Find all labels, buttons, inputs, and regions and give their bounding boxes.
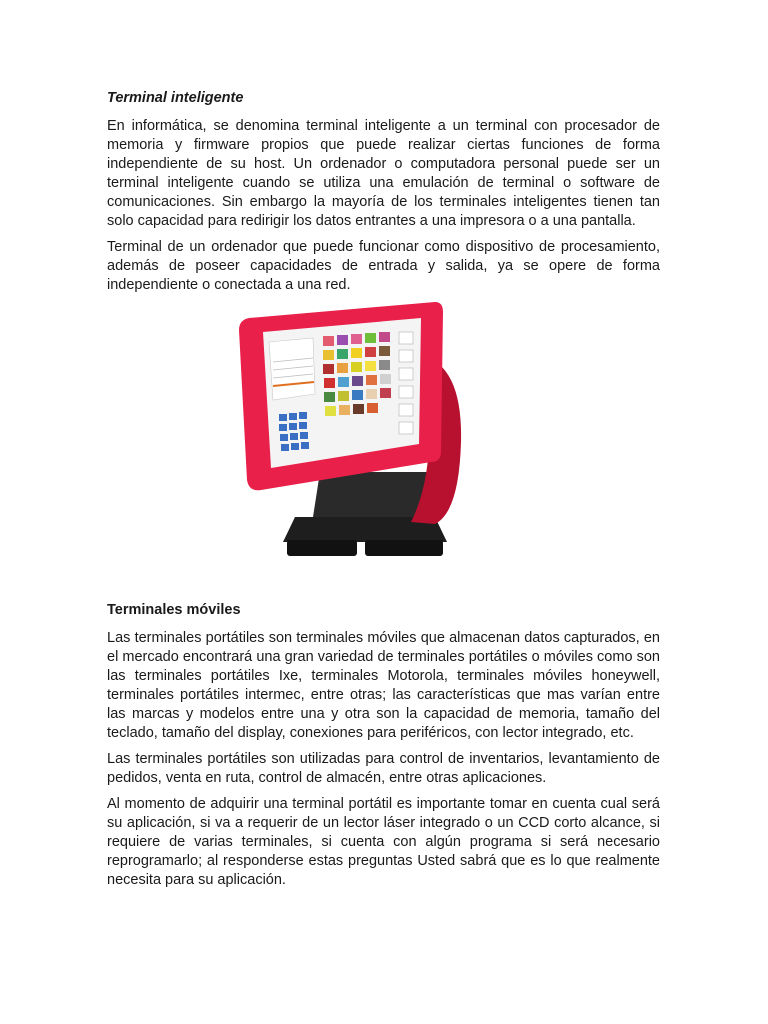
paragraph: Las terminales portátiles son terminales móviles que almacenan datos capturados, en el mercado encontrará una gran variedad de terminales portátiles o móviles como son las terminales portátiles Ixe, terminales Motorola, terminales móviles honeywell, terminales portátiles intermec, entre otras; las características que mas varían entre las marcas y modelos entre una y otra son la capacidad de memoria, tamaño del teclado, tamaño del display, conexiones para periféricos, con lector integrado, etc. <box>107 630 660 741</box>
section-title-terminales-moviles: Terminales móviles <box>107 602 241 618</box>
pos-terminal-illustration-icon <box>235 302 475 562</box>
section-title-terminal-inteligente: Terminal inteligente <box>107 90 244 106</box>
pos-terminal-figure <box>107 302 660 570</box>
spacer <box>107 570 660 600</box>
document-page <box>107 88 660 897</box>
paragraph: Terminal de un ordenador que puede funcionar como dispositivo de procesamiento, además de poseer capacidades de entrada y salida, ya se opere de forma independiente o conectada a una red. <box>107 239 660 293</box>
paragraph: Al momento de adquirir una terminal portátil es importante tomar en cuenta cual será su aplicación, si va a requerir de un lector láser integrado o un CCD corto alcance, si requiere de varias terminales, si cuenta con algún programa si será necesario reprogramarlo; al responderse estas preguntas Usted sabrá que es lo que realmente necesita para su aplicación. <box>107 796 660 888</box>
paragraph: Las terminales portátiles son utilizadas para control de inventarios, levantamiento de pedidos, venta en ruta, control de almacén, entre otras aplicaciones. <box>107 751 660 786</box>
paragraph: En informática, se denomina terminal inteligente a un terminal con procesador de memoria y firmware propios que puede realizar ciertas funciones de forma independiente de su host. Un ordenador o computadora personal puede ser un terminal inteligente cuando se utiliza una emulación de terminal o software de comunicaciones. Sin embargo la mayoría de los terminales inteligentes tienen tan solo capacidad para redirigir los datos entrantes a una impresora o a una pantalla. <box>107 118 660 229</box>
